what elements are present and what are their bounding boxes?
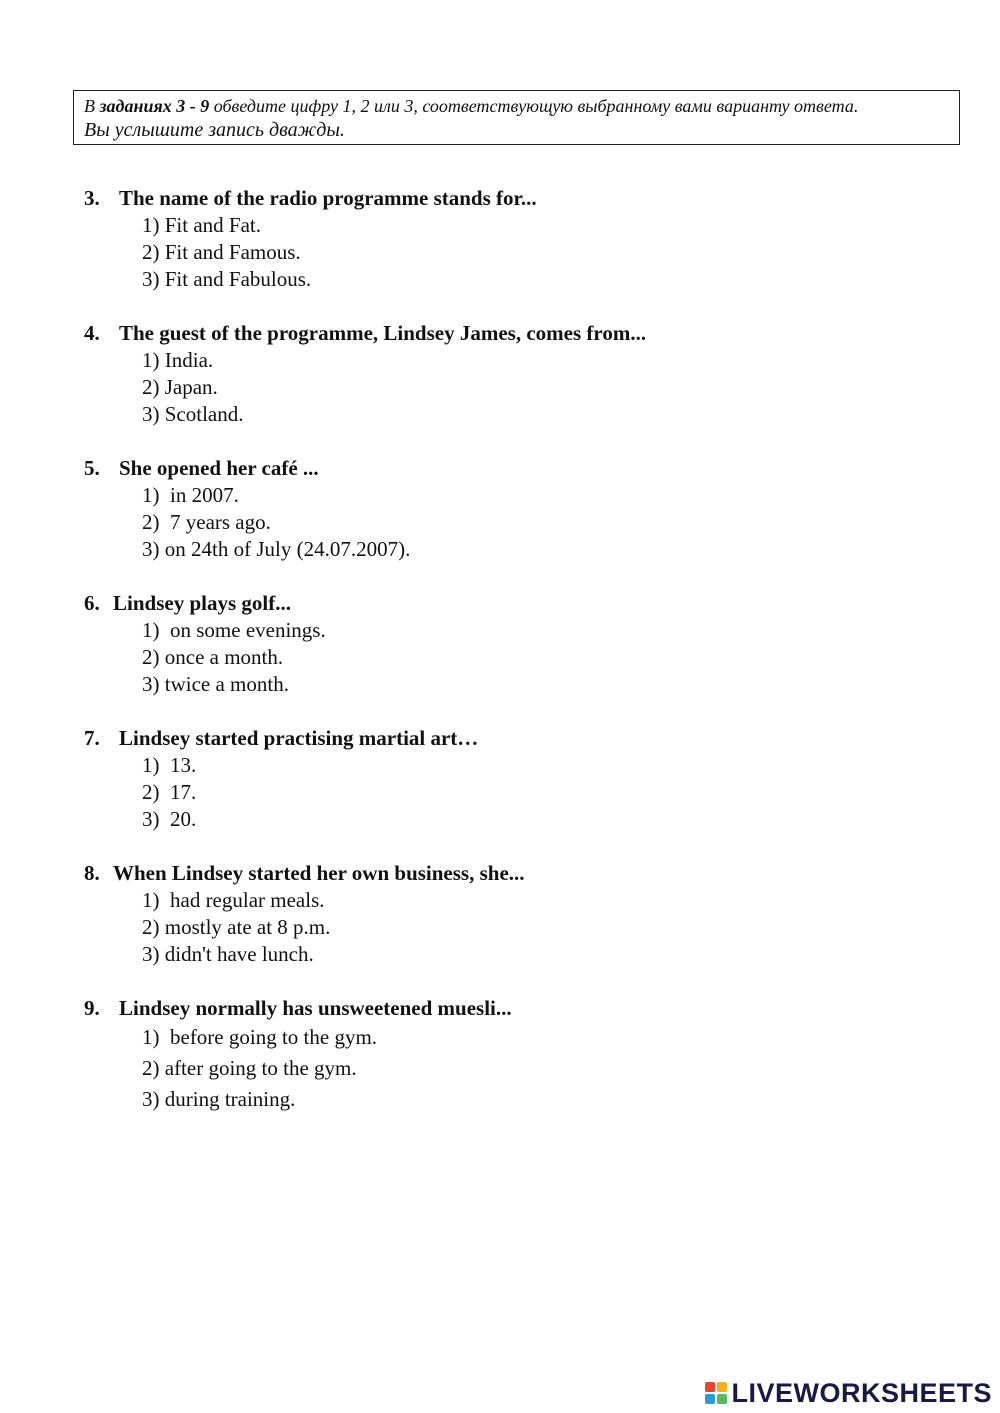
option-list [84, 482, 964, 563]
question-text: Lindsey normally has unsweetened muesli... [119, 996, 512, 1020]
option-2[interactable]: 2) Japan. [142, 375, 218, 399]
option-list [84, 752, 964, 833]
option-1[interactable]: 1) India. [142, 348, 214, 372]
question-number: 8. [84, 861, 100, 885]
option-3[interactable]: 3) Scotland. [142, 402, 244, 426]
question-number: 7. [84, 726, 100, 750]
liveworksheets-logo[interactable] [705, 1376, 992, 1410]
question-8 [84, 860, 964, 968]
option-2[interactable]: 2) after going to the gym. [142, 1056, 357, 1080]
question-text: When Lindsey started her own business, she... [113, 861, 525, 885]
question-number: 6. [84, 591, 100, 615]
question-5 [84, 455, 964, 563]
question-9 [84, 995, 964, 1114]
option-3[interactable]: 3) during training. [142, 1087, 296, 1111]
option-3[interactable]: 3) didn't have lunch. [142, 942, 314, 966]
option-3[interactable]: 3) on 24th of July (24.07.2007). [142, 537, 411, 561]
logo-tile-icon [705, 1382, 715, 1392]
question-number: 4. [84, 321, 100, 345]
option-2[interactable]: 2) 17. [142, 780, 197, 804]
option-1[interactable]: 1) on some evenings. [142, 618, 326, 642]
option-2[interactable]: 2) Fit and Famous. [142, 240, 301, 264]
logo-text: LIVEWORKSHEETS [731, 1377, 992, 1408]
question-7 [84, 725, 964, 833]
option-2[interactable]: 2) mostly ate at 8 p.m. [142, 915, 331, 939]
instructions-box [73, 90, 960, 145]
instructions-line-2: Вы услышите запись дважды. [84, 118, 345, 141]
option-1[interactable]: 1) 13. [142, 753, 197, 777]
question-6 [84, 590, 964, 698]
option-1[interactable]: 1) before going to the gym. [142, 1025, 378, 1049]
logo-tiles-icon [705, 1382, 727, 1404]
question-text: The guest of the programme, Lindsey James, comes from... [119, 321, 647, 345]
question-number: 9. [84, 996, 100, 1020]
question-text: Lindsey started practising martial art… [119, 726, 479, 750]
option-2[interactable]: 2) once a month. [142, 645, 284, 669]
question-text: The name of the radio programme stands for... [119, 186, 537, 210]
option-1[interactable]: 1) had regular meals. [142, 888, 325, 912]
question-text: She opened her café ... [119, 456, 319, 480]
question-4 [84, 320, 964, 428]
question-number: 3. [84, 186, 100, 210]
option-list [84, 1022, 964, 1114]
instructions-line-1: В заданиях 3 - 9 обведите цифру 1, 2 или 3, соответствующую выбранному вами варианту ответа. [84, 96, 859, 116]
instructions-task-range: заданиях 3 - 9 [99, 96, 210, 116]
question-number: 5. [84, 456, 100, 480]
option-3[interactable]: 3) twice a month. [142, 672, 289, 696]
option-1[interactable]: 1) in 2007. [142, 483, 239, 507]
logo-tile-icon [705, 1394, 715, 1404]
option-list [84, 212, 964, 293]
question-text: Lindsey plays golf... [113, 591, 291, 615]
option-list [84, 887, 964, 968]
option-3[interactable]: 3) 20. [142, 807, 197, 831]
option-list [84, 617, 964, 698]
option-2[interactable]: 2) 7 years ago. [142, 510, 271, 534]
logo-tile-icon [717, 1382, 727, 1392]
option-3[interactable]: 3) Fit and Fabulous. [142, 267, 312, 291]
question-3 [84, 185, 964, 293]
logo-tile-icon [717, 1394, 727, 1404]
option-list [84, 347, 964, 428]
option-1[interactable]: 1) Fit and Fat. [142, 213, 261, 237]
